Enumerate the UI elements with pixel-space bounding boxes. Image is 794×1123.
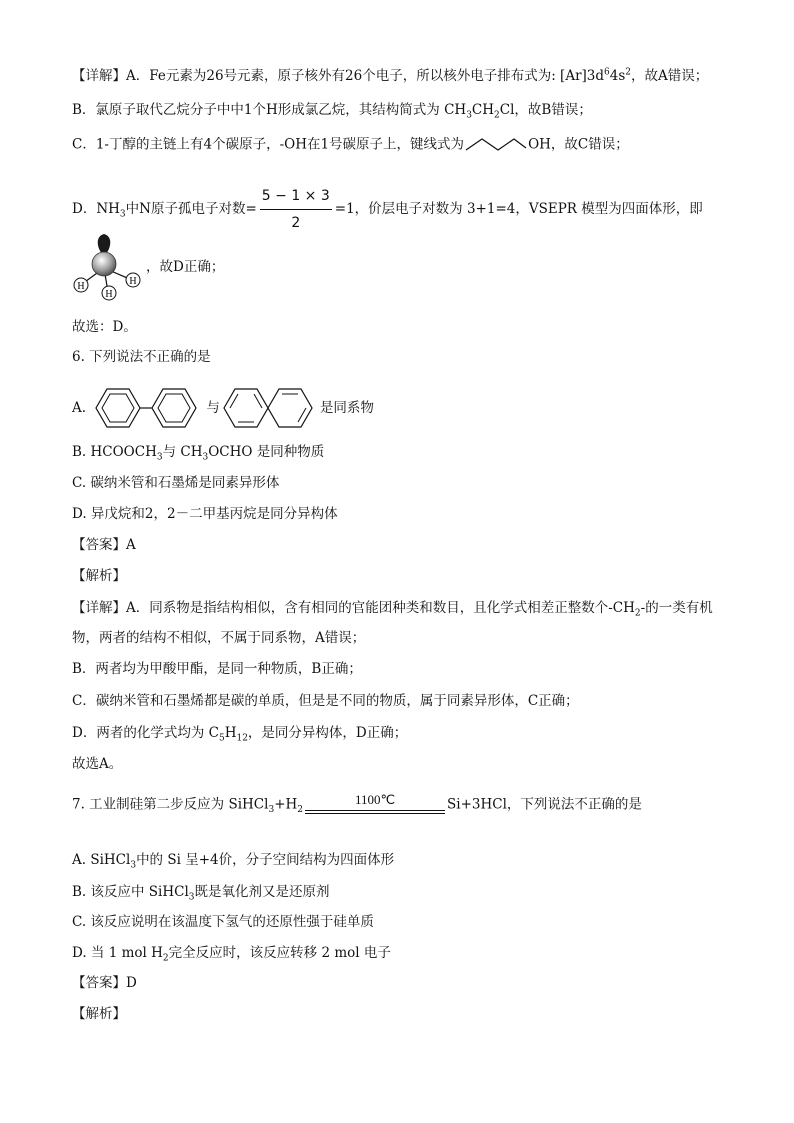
- naphthalene-structure-icon: [220, 378, 320, 438]
- detail-option-c: C．1-丁醇的主链上有4个碳原子，-OH在1号碳原子上，键线式为 OH，故C错误；: [72, 134, 629, 156]
- q7-option-d: D. 当 1 mol $H_2$完全反应时，该反应转移 2 mol 电子: [72, 945, 391, 964]
- hydrogen-atom-label: H: [129, 276, 137, 287]
- hydrogen-atom-label: H: [77, 281, 85, 292]
- q6-option-c: C. 碳纳米管和石墨烯是同素异形体: [72, 475, 280, 491]
- q7-stem: 7. 工业制硅第二步反应为 $SiHCl_3+H_2$ 1100℃ Si+3HCl，下列说法不正确的是: [72, 792, 642, 822]
- q6-detail-c: C．碳纳米管和石墨烯都是碳的单质，但是是不同的物质，属于同素异形体，C正确；: [72, 693, 579, 709]
- q6-option-b: B. $HCOOCH_3$与 $CH_3OCHO$ 是同种物质: [72, 444, 325, 463]
- lone-pair-fraction: $\frac{5 - 1 \times 3}{2}$: [261, 188, 330, 231]
- q7-analysis: 【解析】: [72, 1006, 126, 1022]
- q6-detail-d: D．两者的化学式均为 $C_5H_{12}$，是同分异构体，D正确；: [72, 725, 408, 744]
- q6-detail-b: B．两者均为甲酸甲酯，是同一种物质，B正确；: [72, 661, 362, 677]
- biphenyl-structure-icon: [90, 380, 206, 436]
- detail-option-d: D．$NH_3$中N原子孤电子对数= $\frac{5 - 1 \times 3}{2}$ =1，价层电子对数为 3+1=4，VSEPR 模型为四面体形，即: [72, 188, 703, 231]
- q6-answer: 【答案】A: [72, 537, 136, 553]
- q6-stem: 6. 下列说法不正确的是: [72, 349, 211, 365]
- q6-detail-a: 【详解】A．同系物是指结构相似，含有相同的官能团种类和数目，且化学式相差正整数个$-CH_2-$的一类有机物，两者的结构不相似，不属于同系物，A错误；: [72, 600, 713, 646]
- butanol-skeletal-formula: [464, 134, 528, 156]
- q7-option-a: A. SiHCl$_3$中的 Si 呈+4价，分子空间结构为四面体形: [72, 852, 395, 871]
- q6-analysis: 【解析】: [72, 568, 126, 584]
- detail-option-a: 【详解】A．Fe元素为26号元素，原子核外有26个电子，所以核外电子排布式为: $[Ar]3d^64s^2$，故A错误；: [72, 67, 709, 84]
- hydrogen-atom-label: H: [105, 289, 113, 300]
- q6-choose: 故选A。: [72, 756, 123, 772]
- reaction-condition-equals-sign: 1100℃: [305, 792, 445, 818]
- q6-option-d: D. 异戊烷和2，2－二甲基丙烷是同分异构体: [72, 506, 338, 522]
- q7-option-b: B. 该反应中 SiHCl$_3$既是氧化剂又是还原剂: [72, 884, 330, 903]
- q6-option-a: A. 与 是同系物: [72, 378, 374, 434]
- detail-option-b: B．氯原子取代乙烷分子中中1个H形成氯乙烷，其结构简式为 $CH_3CH_2Cl$，故B错误；: [72, 102, 592, 121]
- q7-answer: 【答案】D: [72, 975, 137, 991]
- detail-choose: 故选：D。: [72, 319, 137, 335]
- q7-option-c: C. 该反应说明在该温度下氢气的还原性强于硅单质: [72, 914, 374, 930]
- vsepr-model-line: H H H ，故D正确；: [72, 232, 224, 302]
- nh3-vsepr-model-icon: [72, 232, 146, 302]
